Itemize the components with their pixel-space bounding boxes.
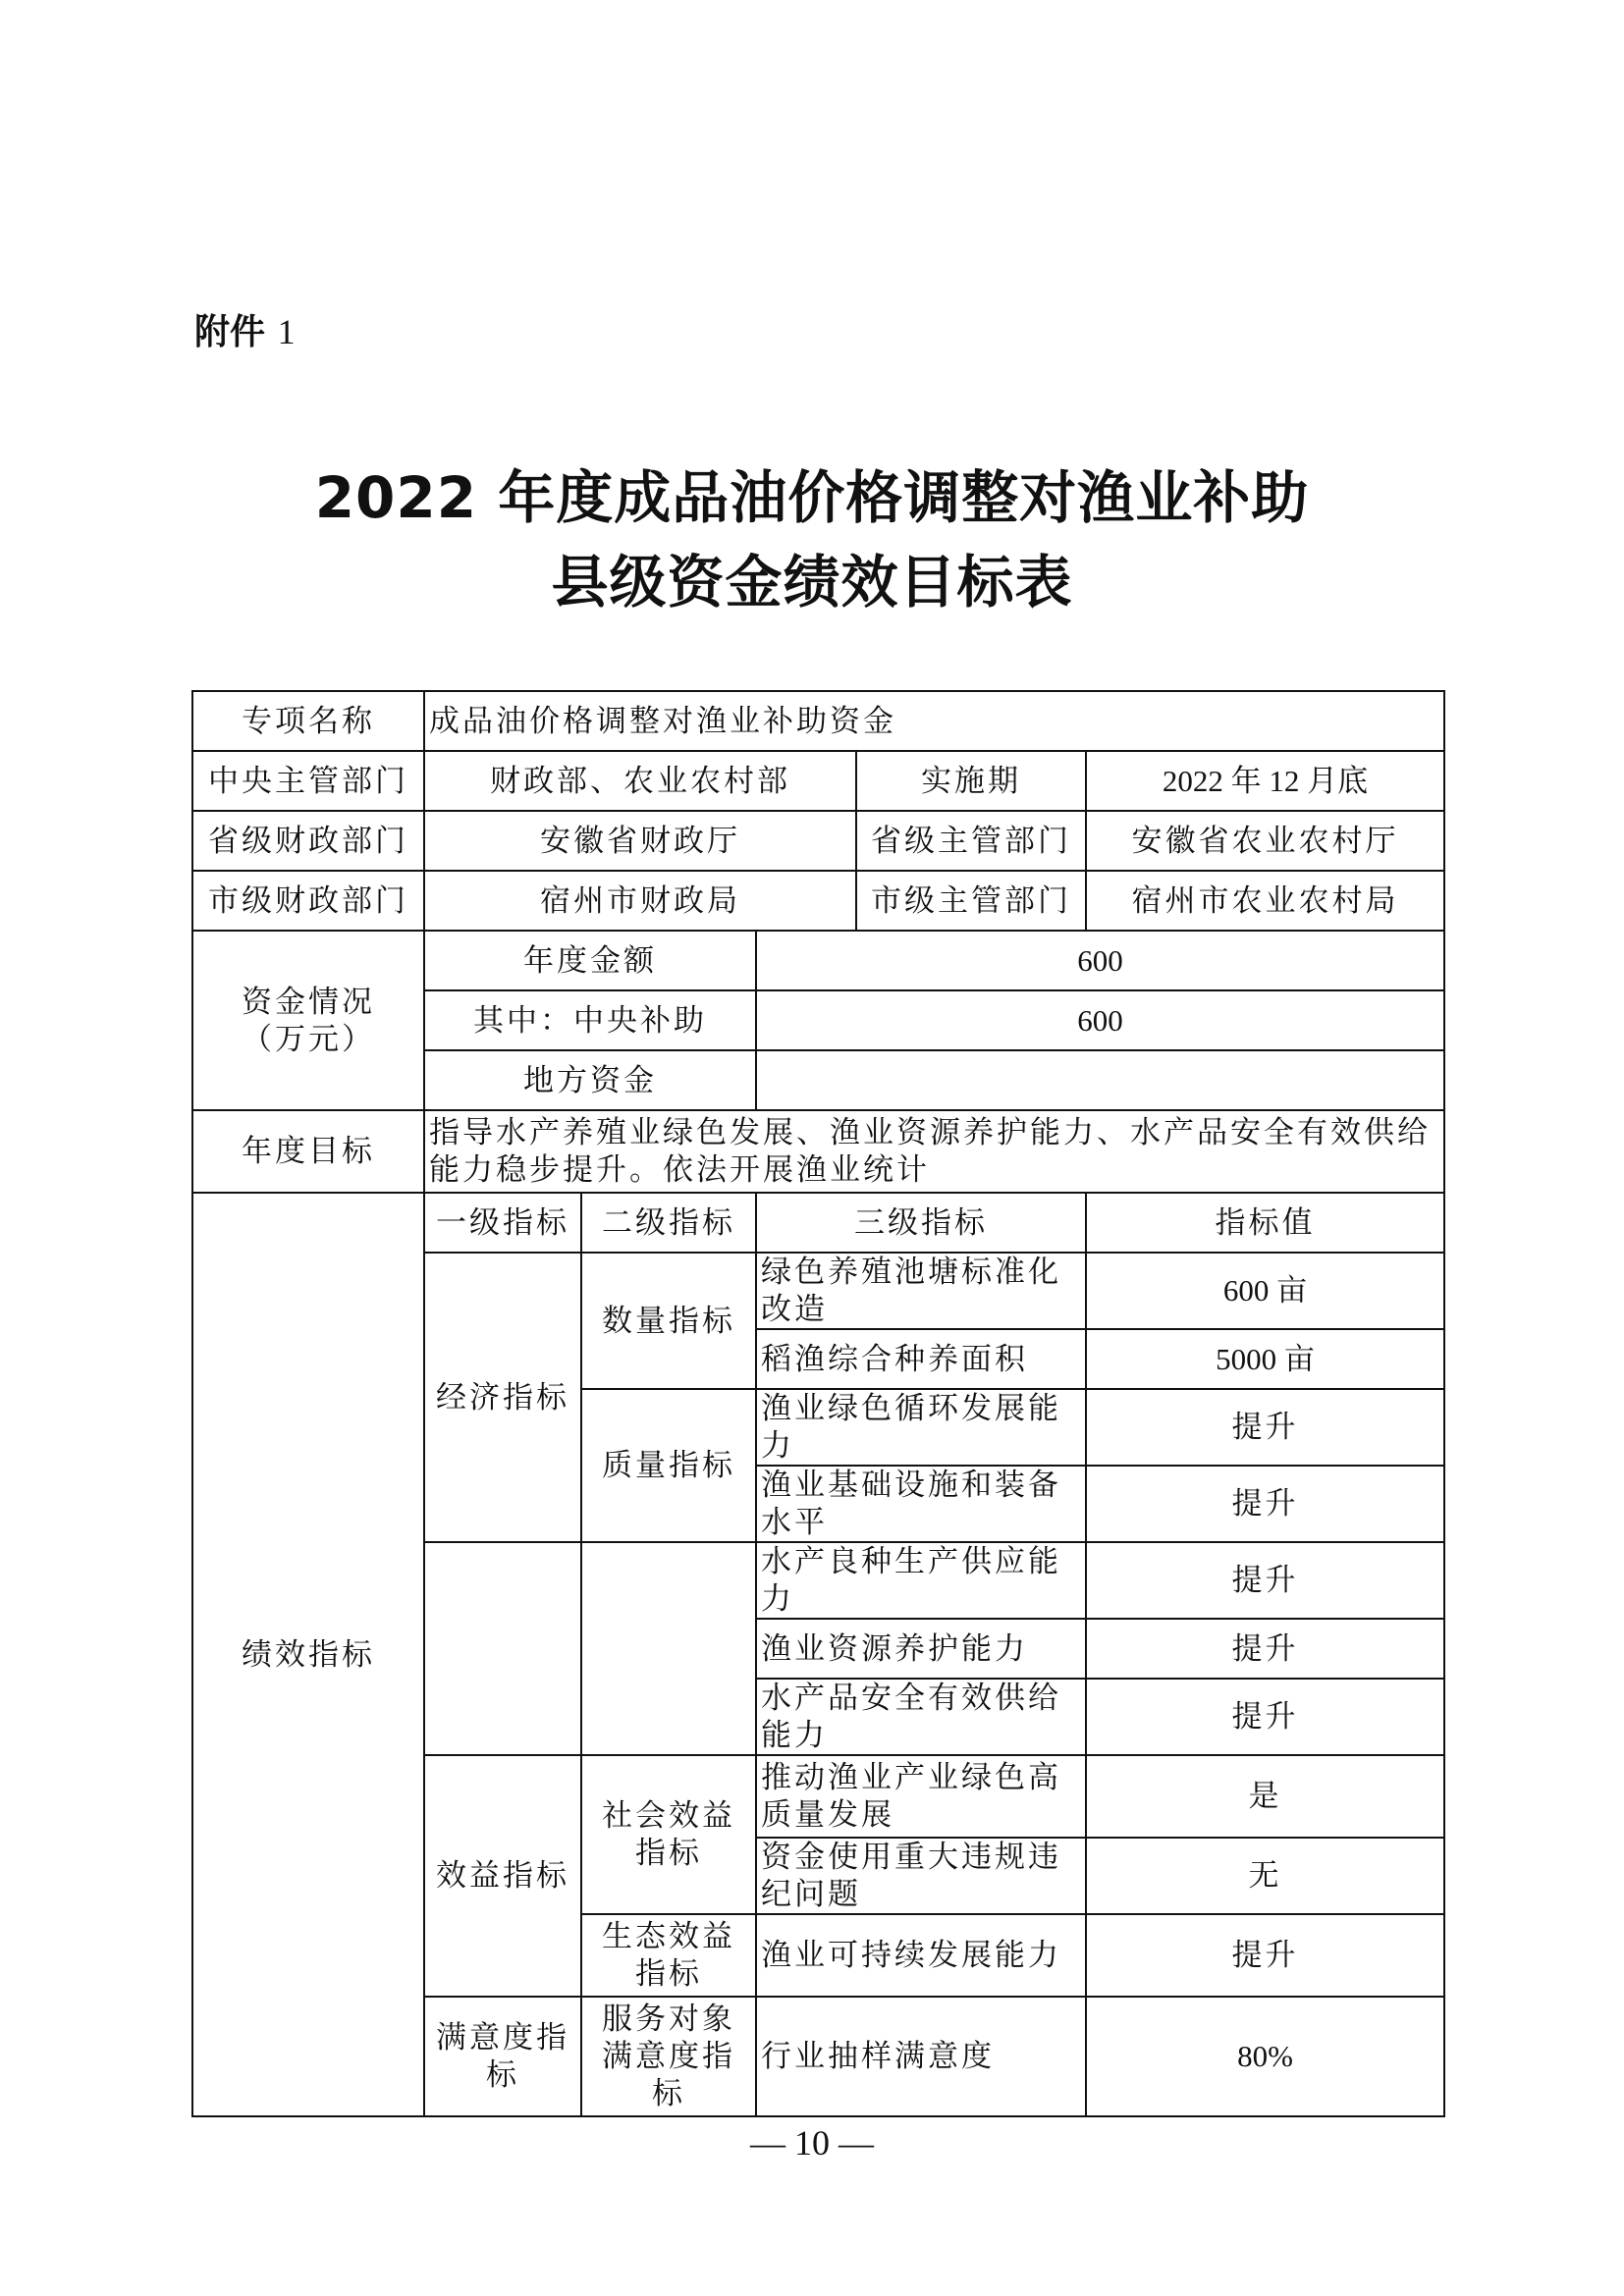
indicator-value: 无 [1086,1838,1444,1914]
header-level2: 二级指标 [581,1193,756,1253]
header-level1: 一级指标 [424,1193,581,1253]
prov-finance-value: 安徽省财政厅 [424,811,856,871]
quantity-indicator: 数量指标 [581,1253,756,1389]
indicator-value: 5000 亩 [1086,1329,1444,1389]
city-finance-label: 市级财政部门 [192,871,424,931]
central-subsidy-label: 其中：中央补助 [424,990,756,1050]
funds-label-line1: 资金情况 [242,984,375,1020]
project-name-value: 成品油价格调整对渔业补助资金 [424,691,1444,751]
project-name-label: 专项名称 [192,691,424,751]
funds-label [192,931,424,1110]
header-level3: 三级指标 [756,1193,1086,1253]
city-dept-label: 市级主管部门 [856,871,1086,931]
period-label: 实施期 [856,751,1086,811]
funds-label-line2: （万元） [242,1021,375,1057]
local-funds-value [756,1050,1444,1110]
central-dept-value: 财政部、农业农村部 [424,751,856,811]
indicator-value: 提升 [1086,1466,1444,1542]
indicator-name: 水产良种生产供应能力 [756,1542,1086,1619]
indicator-value: 提升 [1086,1542,1444,1619]
indicator-value: 提升 [1086,1679,1444,1755]
attachment-label-text: 附件 [194,312,266,352]
central-subsidy-value: 600 [756,990,1444,1050]
city-dept-value: 宿州市农业农村局 [1086,871,1444,931]
document-title-line2: 县级资金绩效目标表 [551,549,1073,615]
period-value: 2022 年 12 月底 [1086,751,1444,811]
local-funds-label: 地方资金 [424,1050,756,1110]
prov-dept-value: 安徽省农业农村厅 [1086,811,1444,871]
indicator-value: 是 [1086,1755,1444,1838]
annual-amount-label: 年度金额 [424,931,756,990]
page-number: — 10 — [750,2123,874,2163]
city-finance-value: 宿州市财政局 [424,871,856,931]
indicator-value: 600 亩 [1086,1253,1444,1329]
indicator-name: 渔业基础设施和装备水平 [756,1466,1086,1542]
indicator-value: 提升 [1086,1389,1444,1466]
benefit-indicator: 效益指标 [424,1755,581,1997]
satisfaction-indicator: 满意度指标 [424,1997,581,2116]
annual-goal-text: 指导水产养殖业绿色发展、渔业资源养护能力、水产品安全有效供给能力稳步提升。依法开展渔业统计 [424,1110,1444,1193]
indicator-name: 稻渔综合种养面积 [756,1329,1086,1389]
header-value: 指标值 [1086,1193,1444,1253]
performance-target-table [191,690,1445,2117]
indicator-name: 渔业可持续发展能力 [756,1914,1086,1997]
indicator-name: 推动渔业产业绿色高质量发展 [756,1755,1086,1838]
indicator-name: 行业抽样满意度 [756,1997,1086,2116]
indicator-name: 水产品安全有效供给能力 [756,1679,1086,1755]
indicator-name: 绿色养殖池塘标准化改造 [756,1253,1086,1329]
attachment-label [194,304,296,354]
social-benefit-indicator: 社会效益指标 [581,1755,756,1914]
indicator-name: 渔业资源养护能力 [756,1619,1086,1679]
indicator-value: 提升 [1086,1914,1444,1997]
quality-indicator: 质量指标 [581,1389,756,1542]
indicator-value: 80% [1086,1997,1444,2116]
central-dept-label: 中央主管部门 [192,751,424,811]
indicator-value: 提升 [1086,1619,1444,1679]
indicator-name: 渔业绿色循环发展能力 [756,1389,1086,1466]
document-title-line1: 2022 年度成品油价格调整对渔业补助 [314,464,1310,531]
empty-level1-cell [424,1542,581,1755]
annual-amount-value: 600 [756,931,1444,990]
empty-level2-cell [581,1542,756,1755]
indicator-name: 资金使用重大违规违纪问题 [756,1838,1086,1914]
prov-finance-label: 省级财政部门 [192,811,424,871]
eco-benefit-indicator: 生态效益指标 [581,1914,756,1997]
economic-indicator: 经济指标 [424,1253,581,1542]
annual-goal-label: 年度目标 [192,1110,424,1193]
prov-dept-label: 省级主管部门 [856,811,1086,871]
service-satisfaction-indicator: 服务对象满意度指标 [581,1997,756,2116]
performance-label: 绩效指标 [192,1193,424,2116]
attachment-number: 1 [277,312,296,351]
